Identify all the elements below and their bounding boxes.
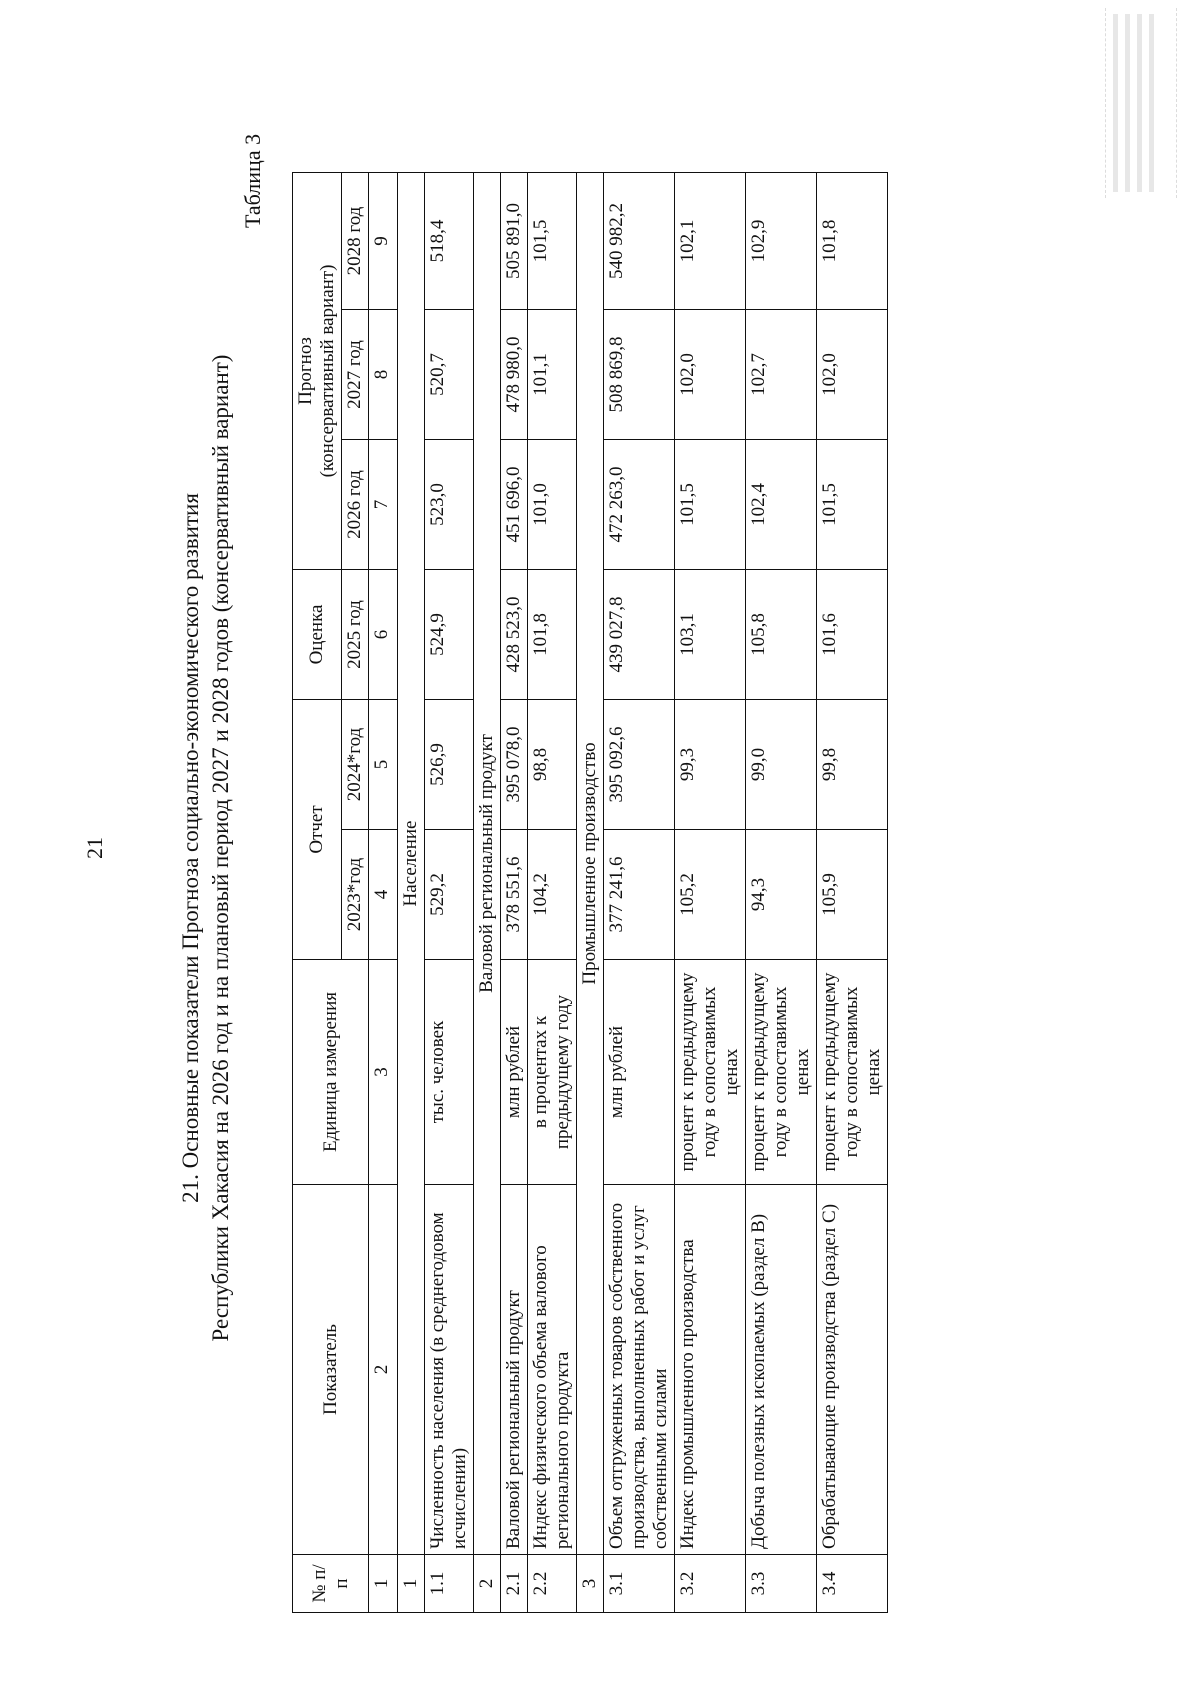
row-indicator: Добыча полезных ископаемых (раздел B) [746, 1185, 817, 1555]
column-number: 1 [369, 1555, 398, 1613]
row-value: 104,2 [528, 830, 577, 960]
section-title: Население [398, 172, 425, 1554]
row-number: 3.3 [746, 1555, 817, 1613]
row-number: 1.1 [425, 1555, 474, 1613]
row-value: 99,8 [817, 699, 888, 829]
row-unit: млн рублей [501, 960, 528, 1185]
section-row [577, 172, 604, 1612]
row-unit: млн рублей [604, 960, 675, 1185]
row-number: 3.4 [817, 1555, 888, 1613]
header-num: № п/п [293, 1555, 369, 1613]
section-number: 3 [577, 1555, 604, 1613]
row-value: 102,1 [675, 172, 746, 309]
header-year: 2025 год [342, 569, 369, 699]
row-value: 526,9 [425, 699, 474, 829]
title-line-2: Республики Хакасия на 2026 год и на плановый период 2027 и 2028 годов (консервативный вариант) [208, 354, 233, 1342]
header-report: Отчет [293, 699, 342, 959]
row-value: 101,6 [817, 569, 888, 699]
row-indicator: Индекс физического объема валового регионального продукта [528, 1185, 577, 1555]
column-number: 7 [369, 439, 398, 569]
table-row [746, 172, 817, 1612]
column-number: 3 [369, 960, 398, 1185]
row-value: 102,4 [746, 439, 817, 569]
table-row [425, 172, 474, 1612]
row-value: 102,0 [675, 309, 746, 439]
row-value: 102,0 [817, 309, 888, 439]
section-row [474, 172, 501, 1612]
header-year: 2026 год [342, 439, 369, 569]
column-number: 6 [369, 569, 398, 699]
header-forecast-line-1: Прогноз [295, 337, 316, 405]
table-row [817, 172, 888, 1612]
row-value: 540 982,2 [604, 172, 675, 309]
row-number: 3.2 [675, 1555, 746, 1613]
row-unit: тыс. человек [425, 960, 474, 1185]
header-unit: Единица измерения [293, 960, 369, 1185]
table-row [675, 172, 746, 1612]
row-value: 105,8 [746, 569, 817, 699]
page-number: 21 [82, 837, 107, 859]
row-indicator: Валовой региональный продукт [501, 1185, 528, 1555]
header-forecast-line-2: (консервативный вариант) [317, 264, 338, 478]
column-number: 2 [369, 1185, 398, 1555]
row-value: 524,9 [425, 569, 474, 699]
table-body [398, 172, 888, 1612]
row-unit: процент к предыдущему году в сопоставимых ценах [675, 960, 746, 1185]
table-label: Таблица 3 [240, 133, 265, 228]
row-unit: в процентах к предыдущему году [528, 960, 577, 1185]
row-indicator: Обрабатывающие производства (раздел C) [817, 1185, 888, 1555]
row-value: 105,9 [817, 830, 888, 960]
row-indicator: Индекс промышленного производства [675, 1185, 746, 1555]
row-value: 529,2 [425, 830, 474, 960]
row-value: 101,8 [817, 172, 888, 309]
row-value: 102,9 [746, 172, 817, 309]
section-number: 1 [398, 1555, 425, 1613]
row-value: 101,5 [675, 439, 746, 569]
row-value: 508 869,8 [604, 309, 675, 439]
row-value: 520,7 [425, 309, 474, 439]
row-value: 103,1 [675, 569, 746, 699]
row-value: 94,3 [746, 830, 817, 960]
row-value: 99,3 [675, 699, 746, 829]
row-value: 101,5 [817, 439, 888, 569]
row-number: 2.1 [501, 1555, 528, 1613]
indicators-table [292, 172, 888, 1613]
table-row [604, 172, 675, 1612]
column-number: 4 [369, 830, 398, 960]
section-title: Промышленное производство [577, 172, 604, 1554]
table-row [501, 172, 528, 1612]
row-unit: процент к предыдущему году в сопоставимых ценах [817, 960, 888, 1185]
section-number: 2 [474, 1555, 501, 1613]
header-year: 2027 год [342, 309, 369, 439]
row-indicator: Объем отгруженных товаров собственного производства, выполненных работ и услуг собственными силами [604, 1185, 675, 1555]
row-value: 478 980,0 [501, 309, 528, 439]
faint-stamp-mark [1105, 8, 1177, 198]
column-number: 5 [369, 699, 398, 829]
row-value: 105,2 [675, 830, 746, 960]
document-title [176, 88, 236, 1608]
row-value: 99,0 [746, 699, 817, 829]
column-numbers-row [369, 172, 398, 1612]
row-unit: процент к предыдущему году в сопоставимых ценах [746, 960, 817, 1185]
row-value: 439 027,8 [604, 569, 675, 699]
row-value: 428 523,0 [501, 569, 528, 699]
header-year: 2028 год [342, 172, 369, 309]
row-value: 377 241,6 [604, 830, 675, 960]
row-number: 3.1 [604, 1555, 675, 1613]
row-value: 101,1 [528, 309, 577, 439]
row-value: 451 696,0 [501, 439, 528, 569]
row-value: 472 263,0 [604, 439, 675, 569]
row-value: 101,0 [528, 439, 577, 569]
row-value: 101,8 [528, 569, 577, 699]
row-number: 2.2 [528, 1555, 577, 1613]
row-value: 395 092,6 [604, 699, 675, 829]
header-year: 2024*год [342, 699, 369, 829]
row-value: 395 078,0 [501, 699, 528, 829]
column-number: 9 [369, 172, 398, 309]
header-estimate: Оценка [293, 569, 342, 699]
table-row [528, 172, 577, 1612]
title-line-1: 21. Основные показатели Прогноза социально-экономического развития [178, 493, 203, 1203]
row-value: 518,4 [425, 172, 474, 309]
row-value: 505 891,0 [501, 172, 528, 309]
section-title: Валовой региональный продукт [474, 172, 501, 1554]
row-value: 378 551,6 [501, 830, 528, 960]
section-row [398, 172, 425, 1612]
row-value: 98,8 [528, 699, 577, 829]
row-value: 101,5 [528, 172, 577, 309]
row-value: 102,7 [746, 309, 817, 439]
row-indicator: Численность населения (в среднегодовом исчислении) [425, 1185, 474, 1555]
row-value: 523,0 [425, 439, 474, 569]
header-indicator: Показатель [293, 1185, 369, 1555]
header-forecast [293, 172, 342, 569]
header-year: 2023*год [342, 830, 369, 960]
column-number: 8 [369, 309, 398, 439]
